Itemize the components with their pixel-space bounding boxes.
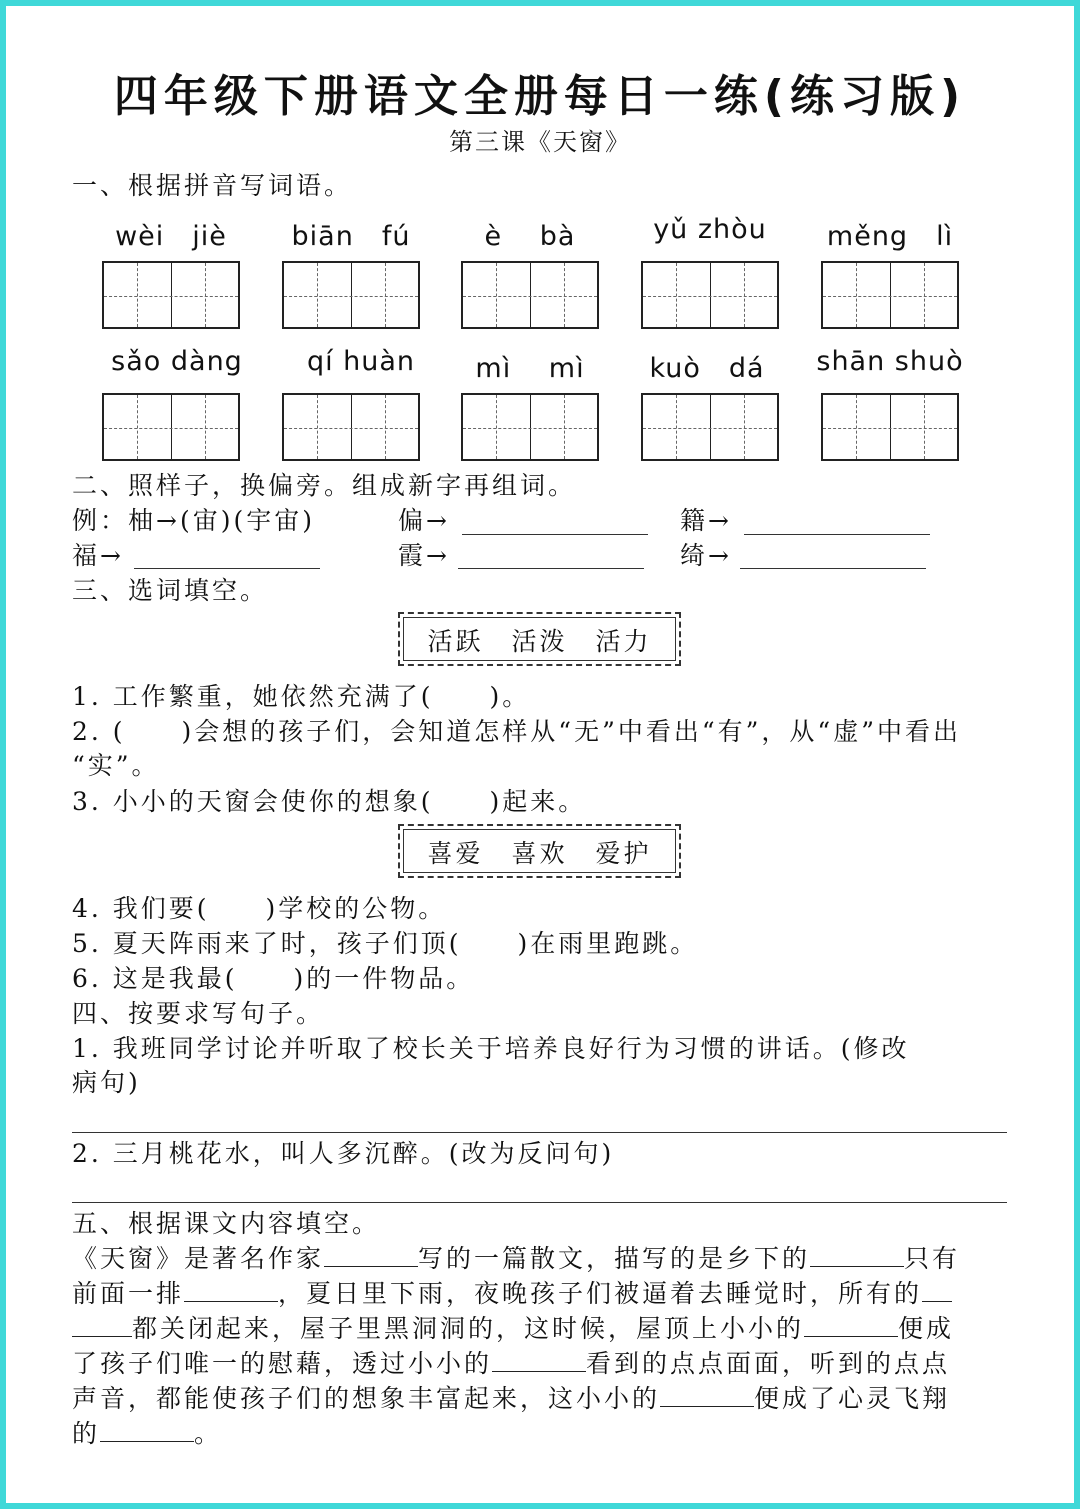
passage-text: 声音，都能使孩子们的想象丰富起来，这小小的	[72, 1384, 661, 1413]
pinyin-label: biān fú	[291, 221, 411, 252]
answer-line[interactable]	[72, 1202, 1007, 1203]
char-prompt: 偏→	[398, 506, 450, 535]
fill-blank[interactable]	[922, 1301, 952, 1302]
word-option: 活泼	[511, 627, 568, 656]
passage-text: 《天窗》是著名作家	[72, 1244, 325, 1273]
section4-heading: 四、按要求写句子。	[72, 999, 325, 1028]
question: 2. 三月桃花水，叫人多沉醉。(改为反问句)	[72, 1139, 615, 1168]
writing-grid[interactable]	[102, 393, 240, 461]
passage-text: 只有	[904, 1244, 961, 1273]
section2-heading: 二、照样子，换偏旁。组成新字再组词。	[72, 471, 577, 500]
pinyin-label: měng lì	[826, 221, 954, 252]
question: 1. 我班同学讨论并听取了校长关于培养良好行为习惯的讲话。(修改	[72, 1034, 910, 1063]
question: 1. 工作繁重，她依然充满了( )。	[72, 682, 531, 711]
question: 5. 夏天阵雨来了时，孩子们顶( )在雨里跑跳。	[72, 929, 699, 958]
writing-grid[interactable]	[641, 393, 779, 461]
char-prompt: 霞→	[398, 541, 450, 570]
pinyin-label: è bà	[484, 221, 576, 252]
writing-grid[interactable]	[461, 393, 599, 461]
word-option: 喜爱	[427, 839, 484, 868]
word-option: 活跃	[427, 627, 484, 656]
writing-grid[interactable]	[821, 393, 959, 461]
passage-text: 便成了心灵飞翔	[754, 1384, 951, 1413]
question-continuation: 病句)	[72, 1068, 141, 1097]
fill-blank[interactable]	[492, 1371, 586, 1372]
writing-grid[interactable]	[821, 261, 959, 329]
answer-line[interactable]	[458, 568, 644, 569]
fill-blank[interactable]	[324, 1266, 418, 1267]
passage-text: 看到的点点面面，听到的点点	[586, 1349, 951, 1378]
pinyin-label: sǎo dàng	[111, 346, 243, 377]
section3-heading: 三、选词填空。	[72, 576, 269, 605]
writing-grid[interactable]	[282, 261, 420, 329]
pinyin-label: qí huàn	[306, 346, 416, 377]
char-prompt: 绮→	[680, 541, 732, 570]
question: 2. ( )会想的孩子们，会知道怎样从“无”中看出“有”，从“虚”中看出	[72, 717, 961, 746]
char-prompt: 籍→	[680, 506, 732, 535]
writing-grid[interactable]	[282, 393, 420, 461]
word-option: 爱护	[595, 839, 652, 868]
fill-blank[interactable]	[810, 1266, 904, 1267]
section5-heading: 五、根据课文内容填空。	[72, 1209, 381, 1238]
page-title: 四年级下册语文全册每日一练(练习版)	[113, 71, 967, 122]
fill-line	[72, 1414, 222, 1450]
passage-text: 了孩子们唯一的慰藉，透过小小的	[72, 1349, 493, 1378]
pinyin-label: kuò dá	[649, 353, 765, 384]
answer-line[interactable]	[72, 1132, 1007, 1133]
word-choice-box	[398, 824, 681, 878]
fill-line	[72, 1274, 952, 1310]
passage-text: 的	[72, 1419, 101, 1448]
fill-line	[72, 1309, 954, 1345]
passage-text: 。	[194, 1419, 223, 1448]
passage-text: 便成	[898, 1314, 955, 1343]
fill-line	[72, 1344, 950, 1380]
fill-blank[interactable]	[184, 1301, 278, 1302]
passage-text: 都关闭起来，屋子里黑洞洞的，这时候，屋顶上小小的	[132, 1314, 805, 1343]
fill-line	[72, 1239, 960, 1275]
word-choice-box	[398, 612, 681, 666]
word-option: 活力	[595, 627, 652, 656]
fill-line	[72, 1379, 950, 1415]
fill-blank[interactable]	[660, 1406, 754, 1407]
answer-line[interactable]	[462, 534, 648, 535]
example-line: 例：柚→(宙)(宇宙)	[72, 506, 315, 535]
writing-grid[interactable]	[641, 261, 779, 329]
answer-line[interactable]	[744, 534, 930, 535]
passage-text: 前面一排	[72, 1279, 185, 1308]
writing-grid[interactable]	[102, 261, 240, 329]
answer-line[interactable]	[740, 568, 926, 569]
passage-text: 写的一篇散文，描写的是乡下的	[418, 1244, 811, 1273]
pinyin-label: shān shuò	[816, 346, 964, 377]
pinyin-label: wèi jiè	[115, 221, 227, 252]
question: 3. 小小的天窗会使你的想象( )起来。	[72, 787, 587, 816]
fill-blank[interactable]	[100, 1441, 194, 1442]
fill-blank[interactable]	[72, 1336, 132, 1337]
char-prompt: 福→	[72, 541, 124, 570]
question-continuation: “实”。	[72, 751, 160, 780]
question: 6. 这是我最( )的一件物品。	[72, 964, 475, 993]
writing-grid[interactable]	[461, 261, 599, 329]
section1-heading: 一、根据拼音写词语。	[72, 171, 353, 200]
answer-line[interactable]	[134, 568, 320, 569]
lesson-subtitle: 第三课《天窗》	[449, 128, 631, 156]
pinyin-label: yǔ zhòu	[653, 214, 767, 245]
passage-text: ，夏日里下雨，夜晚孩子们被逼着去睡觉时，所有的	[278, 1279, 923, 1308]
fill-blank[interactable]	[804, 1336, 898, 1337]
question: 4. 我们要( )学校的公物。	[72, 894, 447, 923]
pinyin-label: mì mì	[475, 353, 585, 384]
word-option: 喜欢	[511, 839, 568, 868]
